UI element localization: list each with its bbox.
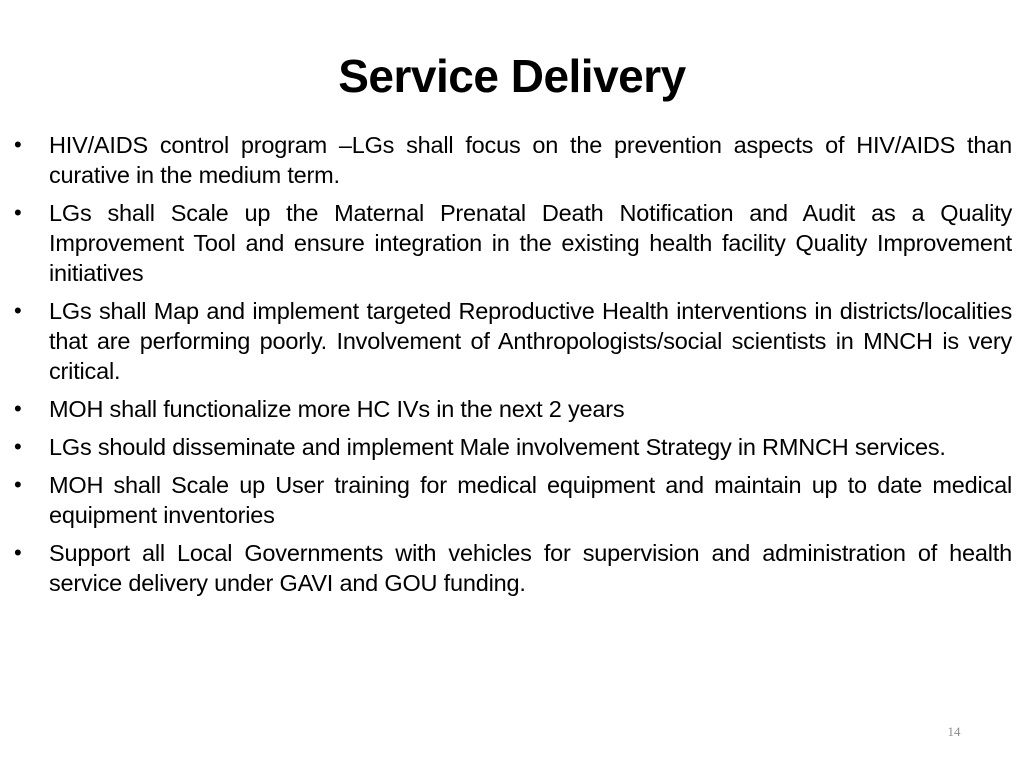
list-item xyxy=(14,470,1012,530)
bullet-icon: • xyxy=(14,472,22,497)
bullet-icon: • xyxy=(14,540,22,565)
list-item xyxy=(14,432,1012,462)
bullet-text: Support all Local Governments with vehicles for supervision and administration of health service delivery under GAVI and GOU funding. xyxy=(49,540,1012,596)
list-item xyxy=(14,394,1012,424)
bullet-text: LGs should disseminate and implement Male involvement Strategy in RMNCH services. xyxy=(49,434,946,460)
bullet-icon: • xyxy=(14,434,22,459)
bullet-icon: • xyxy=(14,132,22,157)
bullet-text: MOH shall functionalize more HC IVs in the next 2 years xyxy=(49,396,625,422)
bullet-icon: • xyxy=(14,396,22,421)
list-item xyxy=(14,296,1012,386)
bullet-icon: • xyxy=(14,200,22,225)
bullet-list xyxy=(14,130,1012,606)
slide-title: Service Delivery xyxy=(338,50,686,102)
bullet-text: MOH shall Scale up User training for medical equipment and maintain up to date medical equipment inventories xyxy=(49,472,1012,528)
list-item xyxy=(14,538,1012,598)
bullet-text: LGs shall Scale up the Maternal Prenatal Death Notification and Audit as a Quality Improvement Tool and ensure integration in the existing health facility Quality Improvement initiatives xyxy=(49,200,1012,286)
bullet-icon: • xyxy=(14,298,22,323)
list-item xyxy=(14,130,1012,190)
page-number: 14 xyxy=(947,724,961,739)
bullet-text: HIV/AIDS control program –LGs shall focus on the prevention aspects of HIV/AIDS than curative in the medium term. xyxy=(49,132,1012,188)
bullet-text: LGs shall Map and implement targeted Reproductive Health interventions in districts/localities that are performing poorly. Involvement of Anthropologists/social scientists in MNCH is very critical. xyxy=(49,298,1012,384)
list-item xyxy=(14,198,1012,288)
